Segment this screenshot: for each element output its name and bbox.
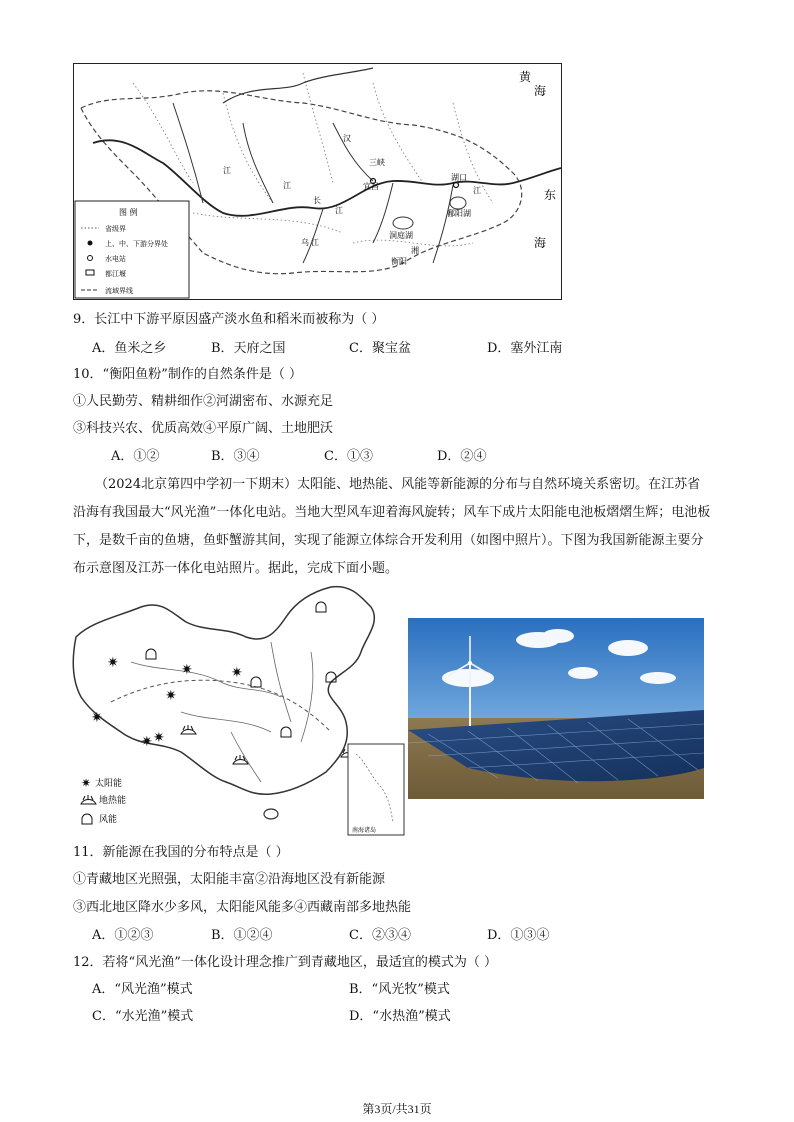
- legend-label: 省级界: [105, 225, 126, 233]
- svg-text:✷: ✷: [107, 655, 119, 671]
- svg-text:✷: ✷: [153, 730, 165, 746]
- sea-label: 海: [534, 236, 547, 250]
- question-12-stem: 12．若将“风光渔”一体化设计理念推广到青藏地区，最适宜的模式为（ ）: [73, 955, 497, 970]
- question-9-option-c: C．聚宝盆: [349, 341, 411, 356]
- question-11-line-2: ③西北地区降水少多风，太阳能风能多④西藏南部多地热能: [73, 900, 412, 915]
- south-china-sea-inset: [348, 744, 404, 835]
- place-label: 三峡: [369, 158, 385, 167]
- question-10-option-b: B．③④: [211, 449, 260, 464]
- question-12-option-a: A．“风光渔”模式: [92, 982, 193, 997]
- sea-label: 海: [534, 84, 547, 98]
- china-new-energy-map: [71, 582, 407, 836]
- place-label: 鄱阳湖: [447, 209, 471, 218]
- legend-wind-label: 风能: [99, 815, 118, 825]
- yangtze-basin-map: [73, 63, 562, 300]
- place-label: 湖口: [451, 173, 467, 182]
- sea-label: 黄: [519, 70, 532, 84]
- legend-label: 都江堰: [105, 270, 126, 278]
- svg-text:✷: ✷: [231, 665, 243, 681]
- river-label: 长: [313, 196, 321, 205]
- question-11-line-1: ①青藏地区光照强，太阳能丰富②沿海地区没有新能源: [73, 872, 386, 887]
- legend-label: 流域界线: [105, 287, 133, 295]
- reading-passage-text: （2024北京第四中学初一下期末）太阳能、地热能、风能等新能源的分布与自然环境关系密切。在江苏省沿海有我国最大“风光渔”一体化电站。当地大型风车迎着海风旋转；风车下成片太阳能电池板熠熠生辉；电池板下，是数千亩的鱼塘，鱼虾蟹游其间，实现了能源立体综合开发利用（如图中照片）。下图为我国新能源主要分布示意图及江苏一体化电站照片。据此，完成下面小题。: [73, 477, 711, 576]
- question-12-option-d: D．“水热渔”模式: [349, 1009, 451, 1024]
- river-label: 江: [473, 186, 481, 195]
- question-10-option-a: A．①②: [111, 449, 160, 464]
- question-11-option-d: D．①③④: [487, 928, 550, 943]
- place-label: 洞庭湖: [389, 231, 413, 240]
- question-9-option-d: D．塞外江南: [487, 341, 563, 356]
- question-10-line-1: ①人民勤劳、精耕细作②河湖密布、水源充足: [73, 394, 334, 409]
- question-10-stem: 10．“衡阳鱼粉”制作的自然条件是（ ）: [73, 367, 302, 382]
- river-label: 江: [283, 181, 291, 190]
- svg-text:✷: ✷: [91, 710, 103, 726]
- page-number: 第3页/共31页: [362, 1102, 432, 1116]
- river-label: 江: [335, 206, 343, 215]
- question-11-stem: 11．新能源在我国的分布特点是（ ）: [73, 845, 289, 860]
- legend-solar-label: 太阳能: [95, 779, 123, 789]
- river-label: 江: [223, 166, 231, 175]
- river-label: 乌: [301, 238, 309, 247]
- legend-label: 上、中、下游分界处: [105, 240, 168, 248]
- legend-label: 水电站: [105, 255, 126, 263]
- question-9-stem: 9．长江中下游平原因盛产淡水鱼和稻米而被称为（ ）: [73, 312, 385, 327]
- question-10-option-d: D．②④: [437, 449, 487, 464]
- place-label: 衡阳: [391, 257, 407, 266]
- svg-text:✷: ✷: [141, 734, 153, 750]
- svg-text:✷: ✷: [165, 688, 177, 704]
- legend-title: 图 例: [119, 208, 138, 217]
- legend-geothermal-label: 地热能: [99, 796, 127, 806]
- river-label: 江: [311, 238, 319, 247]
- question-11-option-c: C．②③④: [349, 928, 411, 943]
- svg-text:✷: ✷: [181, 662, 193, 678]
- question-11-option-a: A．①②③: [92, 928, 154, 943]
- inset-label: 南海诸岛: [352, 827, 377, 834]
- wind-solar-fishery-photo: [408, 618, 704, 799]
- question-9-option-a: A．鱼米之乡: [92, 341, 167, 356]
- svg-text:✷: ✷: [81, 776, 92, 790]
- reading-passage: [73, 471, 713, 583]
- question-10-option-c: C．①③: [324, 449, 373, 464]
- question-11-option-b: B．①②④: [211, 928, 273, 943]
- river-label: 湘: [411, 246, 419, 255]
- river-label: 汉: [343, 134, 351, 143]
- question-12-option-c: C．“水光渔”模式: [92, 1009, 194, 1024]
- place-label: 宜昌: [363, 182, 379, 191]
- sea-label: 东: [544, 188, 557, 202]
- question-9-option-b: B．天府之国: [211, 341, 286, 356]
- question-12-option-b: B．“风光牧”模式: [349, 982, 450, 997]
- question-10-line-2: ③科技兴农、优质高效④平原广阔、土地肥沃: [73, 421, 334, 436]
